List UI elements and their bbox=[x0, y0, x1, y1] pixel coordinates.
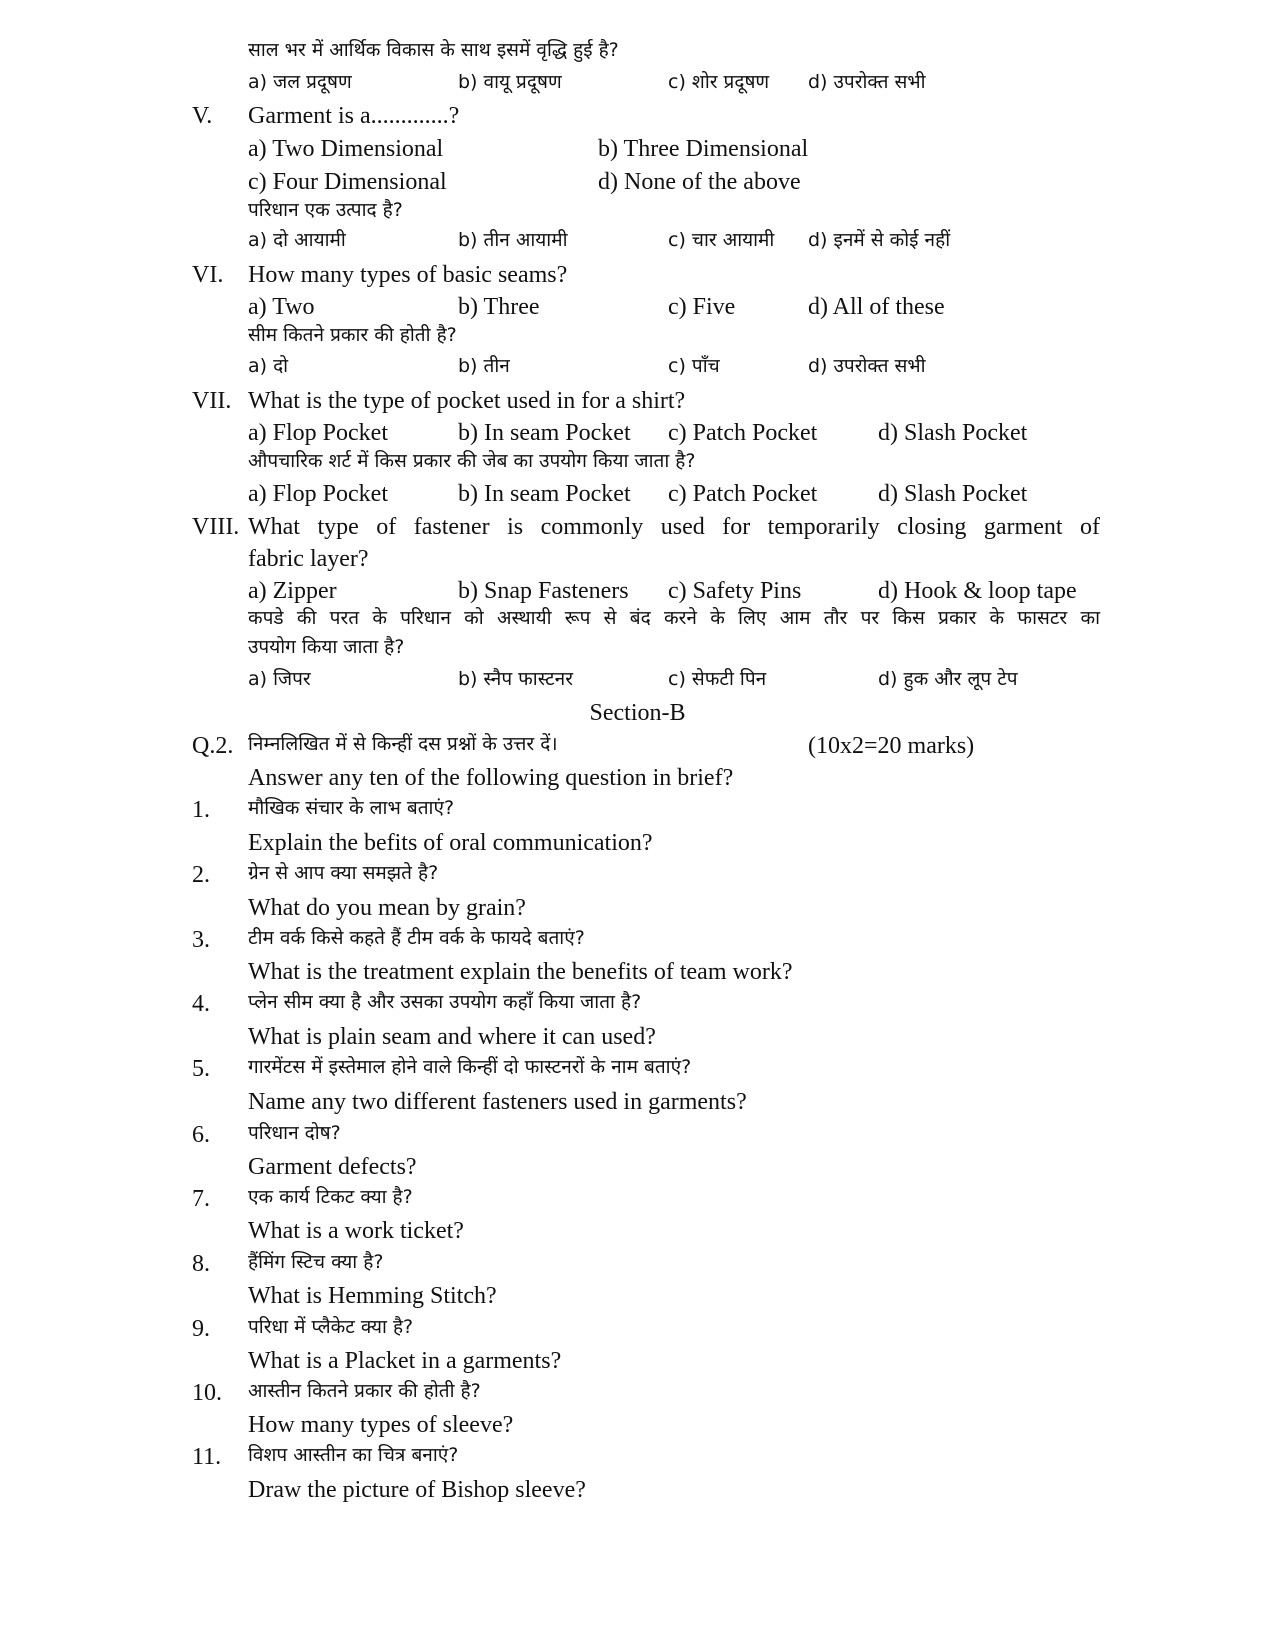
sb-q10-hindi: आस्तीन कितने प्रकार की होती है? bbox=[248, 1380, 481, 1402]
q7-hindi-option-a: a) Flop Pocket bbox=[248, 481, 388, 507]
q6-hindi-option-d: d) उपरोक्त सभी bbox=[808, 355, 926, 377]
section-b-marks: (10x2=20 marks) bbox=[808, 733, 975, 759]
q8-option-b: b) Snap Fasteners bbox=[458, 578, 629, 604]
section-b-q-number: Q.2. bbox=[192, 733, 234, 759]
sb-q1-english: Explain the befits of oral communication? bbox=[248, 830, 653, 856]
q8-number: VIII. bbox=[192, 514, 240, 540]
section-b-instruction-hindi: निम्नलिखित में से किन्हीं दस प्रश्नों के उत्तर दें। bbox=[248, 733, 558, 755]
q8-option-a: a) Zipper bbox=[248, 578, 337, 604]
q6-option-a: a) Two bbox=[248, 294, 315, 320]
q6-hindi-option-b: b) तीन bbox=[458, 355, 510, 377]
q6-hindi-option-c: c) पाँच bbox=[668, 355, 720, 377]
q6-text: How many types of basic seams? bbox=[248, 262, 568, 288]
sb-q3-english: What is the treatment explain the benefits of team work? bbox=[248, 959, 793, 985]
sb-q3-hindi: टीम वर्क किसे कहते हैं टीम वर्क के फायदे बताएं? bbox=[248, 927, 585, 949]
sb-q8-hindi: हैंमिंग स्टिच क्या है? bbox=[248, 1251, 384, 1273]
q7-text: What is the type of pocket used in for a shirt? bbox=[248, 388, 686, 414]
sb-q8-english: What is Hemming Stitch? bbox=[248, 1283, 497, 1309]
q7-option-b: b) In seam Pocket bbox=[458, 420, 631, 446]
q4-hindi-option-d: d) उपरोक्त सभी bbox=[808, 71, 926, 93]
q8-hindi-line2: उपयोग किया जाता है? bbox=[248, 636, 405, 658]
sb-q11-hindi: विशप आस्तीन का चित्र बनाएं? bbox=[248, 1444, 459, 1466]
q7-option-a: a) Flop Pocket bbox=[248, 420, 388, 446]
q7-option-c: c) Patch Pocket bbox=[668, 420, 818, 446]
q8-hindi-option-d: d) हुक और लूप टेप bbox=[878, 668, 1018, 690]
q7-hindi-option-d: d) Slash Pocket bbox=[878, 481, 1028, 507]
q8-hindi-option-c: c) सेफटी पिन bbox=[668, 668, 767, 690]
sb-q5-english: Name any two different fasteners used in garments? bbox=[248, 1089, 747, 1115]
sb-q4-number: 4. bbox=[192, 991, 210, 1017]
sb-q7-number: 7. bbox=[192, 1186, 210, 1212]
q6-option-c: c) Five bbox=[668, 294, 736, 320]
q8-text-line2: fabric layer? bbox=[248, 546, 369, 572]
sb-q2-english: What do you mean by grain? bbox=[248, 895, 526, 921]
q7-number: VII. bbox=[192, 388, 232, 414]
q6-hindi-text: सीम कितने प्रकार की होती है? bbox=[248, 324, 457, 346]
sb-q9-hindi: परिधा में प्लैकेट क्या है? bbox=[248, 1316, 414, 1338]
sb-q10-english: How many types of sleeve? bbox=[248, 1412, 514, 1438]
section-b-instruction-english: Answer any ten of the following question in brief? bbox=[248, 765, 734, 791]
q8-hindi-line1: कपडे की परत के परिधान को अस्थायी रूप से बंद करने के लिए आम तौर पर किस प्रकार के फासटर का bbox=[248, 607, 1100, 629]
sb-q3-number: 3. bbox=[192, 927, 210, 953]
sb-q4-english: What is plain seam and where it can used? bbox=[248, 1024, 656, 1050]
q8-option-d: d) Hook & loop tape bbox=[878, 578, 1077, 604]
sb-q7-english: What is a work ticket? bbox=[248, 1218, 464, 1244]
q8-text-line1: What type of fastener is commonly used for temporarily closing garment of bbox=[248, 514, 1100, 540]
sb-q6-hindi: परिधान दोष? bbox=[248, 1122, 341, 1144]
sb-q5-hindi: गारमेंटस में इस्तेमाल होने वाले किन्हीं दो फास्टनरों के नाम बताएं? bbox=[248, 1056, 692, 1078]
q6-option-d: d) All of these bbox=[808, 294, 945, 320]
q5-option-c: c) Four Dimensional bbox=[248, 169, 447, 195]
q6-option-b: b) Three bbox=[458, 294, 540, 320]
q7-hindi-text: औपचारिक शर्ट में किस प्रकार की जेब का उपयोग किया जाता है? bbox=[248, 450, 696, 472]
q5-hindi-option-b: b) तीन आयामी bbox=[458, 229, 568, 251]
q4-hindi-option-c: c) शोर प्रदूषण bbox=[668, 71, 770, 93]
q8-option-c: c) Safety Pins bbox=[668, 578, 802, 604]
q8-hindi-option-b: b) स्नैप फास्टनर bbox=[458, 668, 574, 690]
q4-hindi-option-a: a) जल प्रदूषण bbox=[248, 71, 352, 93]
q5-text: Garment is a.............? bbox=[248, 103, 460, 129]
sb-q2-hindi: ग्रेन से आप क्या समझते है? bbox=[248, 862, 439, 884]
sb-q8-number: 8. bbox=[192, 1251, 210, 1277]
q7-hindi-option-c: c) Patch Pocket bbox=[668, 481, 818, 507]
sb-q4-hindi: प्लेन सीम क्या है और उसका उपयोग कहाँ किया जाता है? bbox=[248, 991, 642, 1013]
q5-hindi-option-a: a) दो आयामी bbox=[248, 229, 346, 251]
section-b-title: Section-B bbox=[589, 700, 686, 726]
sb-q6-english: Garment defects? bbox=[248, 1154, 417, 1180]
q5-option-b: b) Three Dimensional bbox=[598, 136, 809, 162]
sb-q1-number: 1. bbox=[192, 797, 210, 823]
sb-q5-number: 5. bbox=[192, 1056, 210, 1082]
sb-q11-number: 11. bbox=[192, 1444, 222, 1470]
sb-q9-english: What is a Placket in a garments? bbox=[248, 1348, 562, 1374]
q5-number: V. bbox=[192, 103, 213, 129]
sb-q6-number: 6. bbox=[192, 1122, 210, 1148]
q5-option-a: a) Two Dimensional bbox=[248, 136, 444, 162]
sb-q10-number: 10. bbox=[192, 1380, 222, 1406]
q7-option-d: d) Slash Pocket bbox=[878, 420, 1028, 446]
q4-hindi-option-b: b) वायू प्रदूषण bbox=[458, 71, 562, 93]
sb-q11-english: Draw the picture of Bishop sleeve? bbox=[248, 1477, 586, 1503]
q5-option-d: d) None of the above bbox=[598, 169, 801, 195]
q5-hindi-text: परिधान एक उत्पाद है? bbox=[248, 199, 403, 221]
q6-hindi-option-a: a) दो bbox=[248, 355, 289, 377]
q8-hindi-option-a: a) जिपर bbox=[248, 668, 311, 690]
sb-q9-number: 9. bbox=[192, 1316, 210, 1342]
q5-hindi-option-d: d) इनमें से कोई नहीं bbox=[808, 229, 951, 251]
sb-q2-number: 2. bbox=[192, 862, 210, 888]
sb-q7-hindi: एक कार्य टिकट क्या है? bbox=[248, 1186, 413, 1208]
q6-number: VI. bbox=[192, 262, 224, 288]
sb-q1-hindi: मौखिक संचार के लाभ बताएं? bbox=[248, 797, 455, 819]
q4-hindi-text: साल भर में आर्थिक विकास के साथ इसमें वृद्धि हुई है? bbox=[248, 39, 619, 61]
q7-hindi-option-b: b) In seam Pocket bbox=[458, 481, 631, 507]
q5-hindi-option-c: c) चार आयामी bbox=[668, 229, 775, 251]
